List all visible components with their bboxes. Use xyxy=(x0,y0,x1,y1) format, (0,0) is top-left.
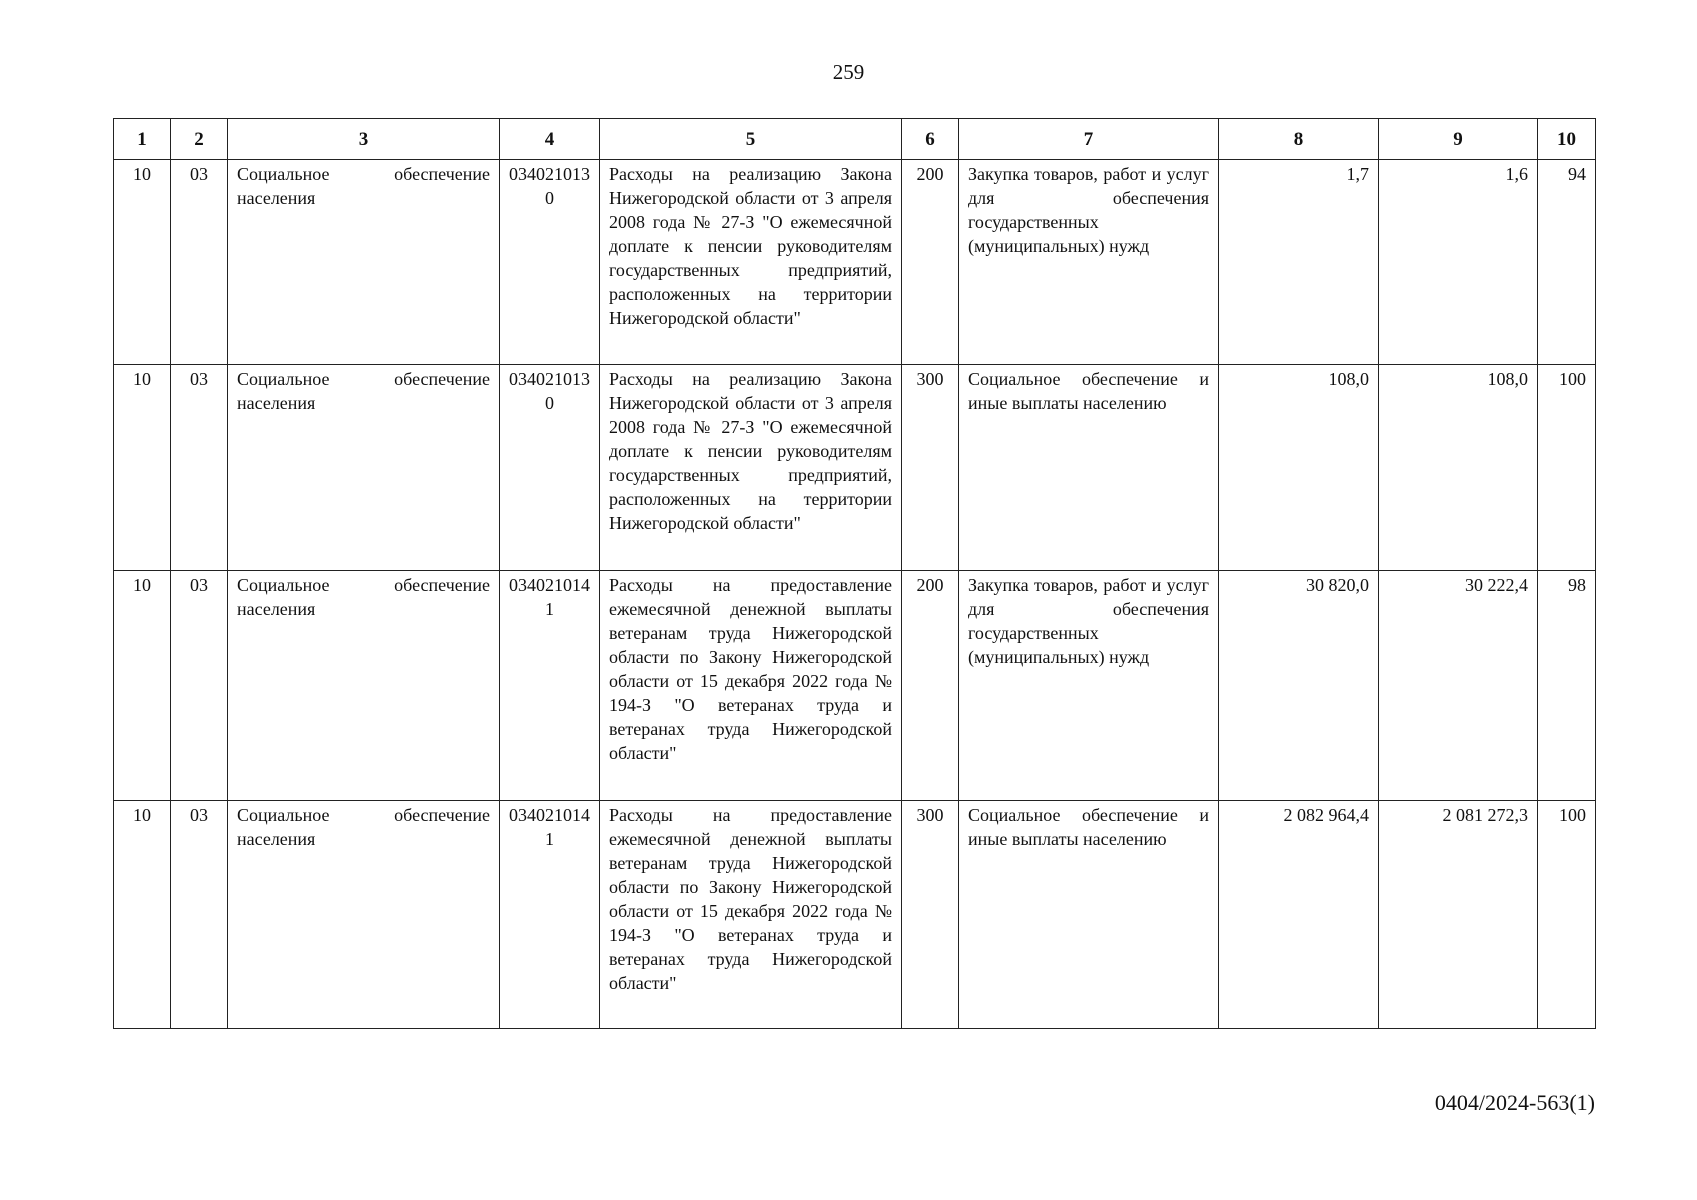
planned-amount: 2 082 964,4 xyxy=(1219,801,1379,1029)
column-header: 5 xyxy=(600,119,902,160)
table-row xyxy=(114,365,1596,571)
section-name: Социальное обеспечение населения xyxy=(228,160,500,365)
column-header: 3 xyxy=(228,119,500,160)
target-article-code: 0340210141 xyxy=(500,571,600,801)
expense-type-code: 200 xyxy=(902,571,959,801)
execution-percent: 100 xyxy=(1538,801,1596,1029)
section-code: 10 xyxy=(114,365,171,571)
target-article-code: 0340210141 xyxy=(500,801,600,1029)
section-code: 10 xyxy=(114,160,171,365)
budget-table xyxy=(113,118,1596,1029)
section-code: 10 xyxy=(114,801,171,1029)
subsection-code: 03 xyxy=(171,801,228,1029)
actual-amount: 1,6 xyxy=(1379,160,1538,365)
target-article-name: Расходы на предоставление ежемесячной денежной выплаты ветеранам труда Нижегородской области по Закону Нижегородской области от 15 декабря 2022 года № 194-З "О ветеранах труда и ветеранах труда Нижегородской области" xyxy=(600,571,902,801)
section-name: Социальное обеспечение населения xyxy=(228,571,500,801)
planned-amount: 1,7 xyxy=(1219,160,1379,365)
column-header: 2 xyxy=(171,119,228,160)
execution-percent: 100 xyxy=(1538,365,1596,571)
target-article-name: Расходы на предоставление ежемесячной денежной выплаты ветеранам труда Нижегородской области по Закону Нижегородской области от 15 декабря 2022 года № 194-З "О ветеранах труда и ветеранах труда Нижегородской области" xyxy=(600,801,902,1029)
table-row xyxy=(114,160,1596,365)
document-id: 0404/2024-563(1) xyxy=(1434,1090,1595,1115)
expense-type-code: 300 xyxy=(902,801,959,1029)
column-header: 1 xyxy=(114,119,171,160)
column-header: 4 xyxy=(500,119,600,160)
section-code: 10 xyxy=(114,571,171,801)
subsection-code: 03 xyxy=(171,160,228,365)
section-name: Социальное обеспечение населения xyxy=(228,801,500,1029)
expense-type-name: Социальное обеспечение и иные выплаты населению xyxy=(959,365,1219,571)
planned-amount: 30 820,0 xyxy=(1219,571,1379,801)
execution-percent: 94 xyxy=(1538,160,1596,365)
column-header: 9 xyxy=(1379,119,1538,160)
target-article-code: 0340210130 xyxy=(500,365,600,571)
actual-amount: 2 081 272,3 xyxy=(1379,801,1538,1029)
expense-type-name: Закупка товаров, работ и услуг для обеспечения государственных (муниципальных) нужд xyxy=(959,571,1219,801)
column-header: 8 xyxy=(1219,119,1379,160)
actual-amount: 108,0 xyxy=(1379,365,1538,571)
planned-amount: 108,0 xyxy=(1219,365,1379,571)
column-header: 7 xyxy=(959,119,1219,160)
execution-percent: 98 xyxy=(1538,571,1596,801)
page-number: 259 xyxy=(832,60,865,84)
expense-type-code: 200 xyxy=(902,160,959,365)
subsection-code: 03 xyxy=(171,365,228,571)
table-row xyxy=(114,801,1596,1029)
header-row xyxy=(114,119,1596,160)
expense-type-code: 300 xyxy=(902,365,959,571)
expense-type-name: Закупка товаров, работ и услуг для обеспечения государственных (муниципальных) нужд xyxy=(959,160,1219,365)
subsection-code: 03 xyxy=(171,571,228,801)
column-header: 10 xyxy=(1538,119,1596,160)
target-article-code: 0340210130 xyxy=(500,160,600,365)
column-header: 6 xyxy=(902,119,959,160)
target-article-name: Расходы на реализацию Закона Нижегородской области от 3 апреля 2008 года № 27-З "О ежемесячной доплате к пенсии руководителям государственных предприятий, расположенных на территории Нижегородской области" xyxy=(600,365,902,571)
expense-type-name: Социальное обеспечение и иные выплаты населению xyxy=(959,801,1219,1029)
target-article-name: Расходы на реализацию Закона Нижегородской области от 3 апреля 2008 года № 27-З "О ежемесячной доплате к пенсии руководителям государственных предприятий, расположенных на территории Нижегородской области" xyxy=(600,160,902,365)
table-row xyxy=(114,571,1596,801)
actual-amount: 30 222,4 xyxy=(1379,571,1538,801)
section-name: Социальное обеспечение населения xyxy=(228,365,500,571)
